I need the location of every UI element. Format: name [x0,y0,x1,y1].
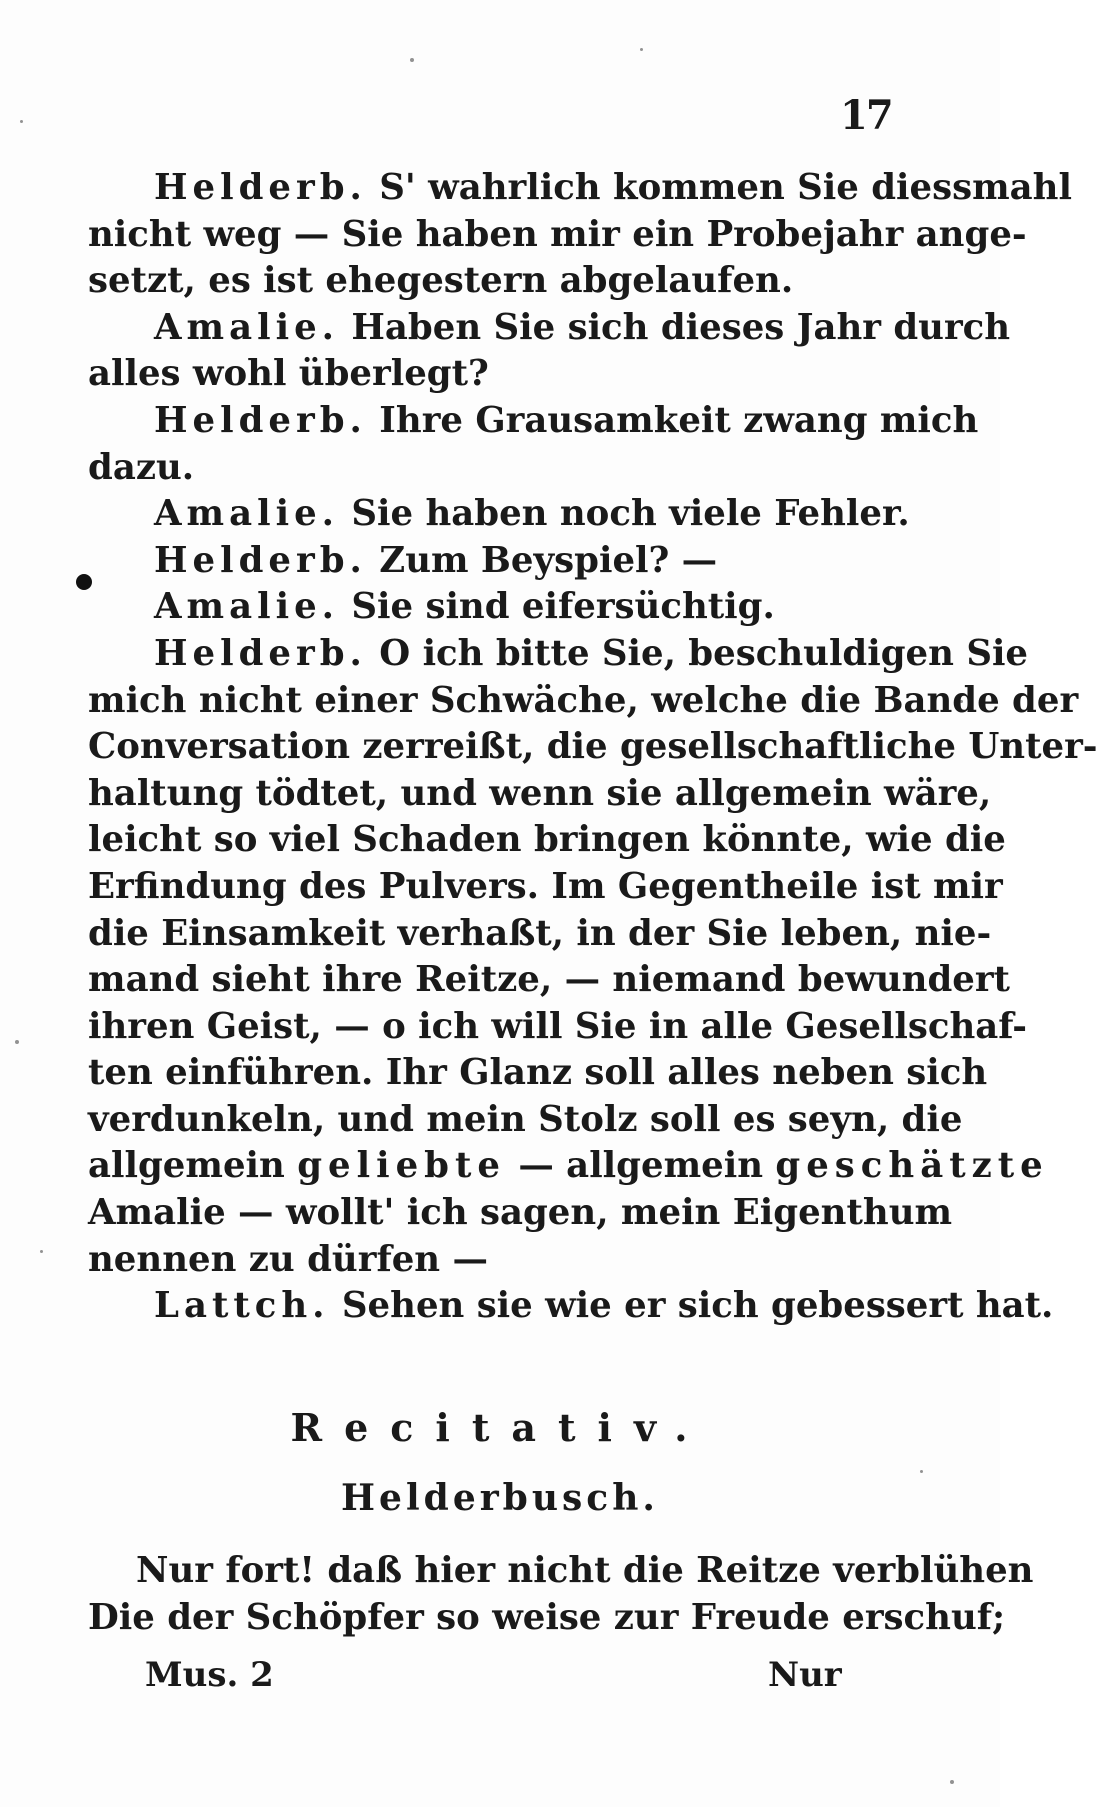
line-text: Sie sind eifersüchtig. [351,586,775,628]
speaker-name: Helderb. [154,399,367,441]
line-text: Ihre Grausamkeit zwang mich [379,399,979,441]
text-line [88,817,1006,864]
text-line [88,305,1011,352]
text-line [88,1190,953,1237]
text-line [88,584,898,631]
emphasized-word: geliebte [297,1145,506,1187]
line-text: leicht so viel Schaden bringen könnte, wie die [88,819,1006,861]
line-text: mich nicht einer Schwäche, welche die Bande der [88,679,1079,721]
text-line [88,212,1027,259]
line-text: Haben Sie sich dieses Jahr durch [351,306,1011,348]
line-text: nennen zu dürfen — [88,1238,488,1280]
line-text: alles wohl überlegt? [88,353,489,395]
text-line [88,538,898,585]
text-line [88,165,1072,212]
line-text: O ich bitte Sie, beschuldigen Sie [379,632,1029,674]
line-text: setzt, es ist ehegestern abgelaufen. [88,260,794,302]
line-text: die Einsamkeit verhaßt, in der Sie leben, nie- [88,912,992,954]
text-line [88,1143,1049,1190]
speaker-name: Helderb. [154,167,367,208]
line-text: ihren Geist, — o ich will Sie in alle Gesellschaf- [88,1005,1028,1047]
text-line [88,631,1029,678]
speaker-name: Amalie. [154,586,340,628]
text-line [88,911,992,958]
speaker-name: Helderb. [154,539,367,581]
line-text: S' wahrlich kommen Sie diessmahl [379,167,1072,208]
text-line [88,445,898,492]
text-line [88,1097,963,1144]
text-line [88,957,1010,1004]
page-number: 17 [840,92,892,139]
verse-line: Die der Schöpfer so weise zur Freude erschuf; [88,1596,1006,1638]
text-line [88,1237,898,1284]
line-text: Sehen sie wie er sich gebessert hat. [341,1285,1054,1327]
text-line [88,351,898,398]
line-text: Sie haben noch viele Fehler. [351,493,910,535]
line-text: Conversation zerreißt, die gesellschaftliche Unter- [88,726,1098,768]
ink-speck [920,1470,923,1473]
printer-signature: Mus. 2 [145,1655,274,1695]
recitativ-heading: Recitativ. [290,1405,710,1450]
line-text: ten einführen. Ihr Glanz soll alles neben sich [88,1052,988,1094]
text-line [88,491,910,538]
line-text: Zum Beyspiel? — [379,539,718,581]
dialogue-text [88,165,1098,1330]
catchword: Nur [768,1655,842,1695]
text-line [88,398,979,445]
ink-speck [950,1780,954,1784]
speaker-name: Helderb. [154,632,367,674]
line-text: Amalie — wollt' ich sagen, mein Eigenthum [88,1192,953,1234]
verse-line: Nur fort! daß hier nicht die Reitze verblühen [136,1550,1034,1591]
text-line [88,1283,1054,1330]
line-text: mand sieht ihre Reitze, — niemand bewundert [88,959,1010,1001]
speaker-name: Amalie. [154,493,340,535]
text-line [88,1004,1028,1051]
text-line [88,771,992,818]
text-line [88,724,1098,771]
text-line [88,1050,988,1097]
ink-speck [40,1250,43,1253]
line-text: dazu. [88,446,195,488]
text-line [88,678,1079,725]
speaker-name: Lattch. [154,1285,330,1327]
line-text: nicht weg — Sie haben mir ein Probejahr ange- [88,213,1027,255]
text-line [88,258,898,305]
verse-block [88,1548,1034,1641]
speaker-name: Amalie. [154,306,340,348]
text-line [88,864,1003,911]
singer-heading: Helderbusch. [341,1477,659,1519]
line-text: verdunkeln, und mein Stolz soll es seyn, die [88,1098,963,1140]
line-text: haltung tödtet, und wenn sie allgemein wäre, [88,772,992,814]
line-text: allgemein geliebte — allgemein geschätzte [88,1145,1049,1187]
ink-speck [15,1040,19,1044]
ink-speck [640,48,643,51]
ink-speck [20,120,23,123]
emphasized-word: geschätzte [775,1145,1049,1187]
line-text: Erfindung des Pulvers. Im Gegentheile ist mir [88,865,1003,907]
ink-speck [410,58,414,62]
